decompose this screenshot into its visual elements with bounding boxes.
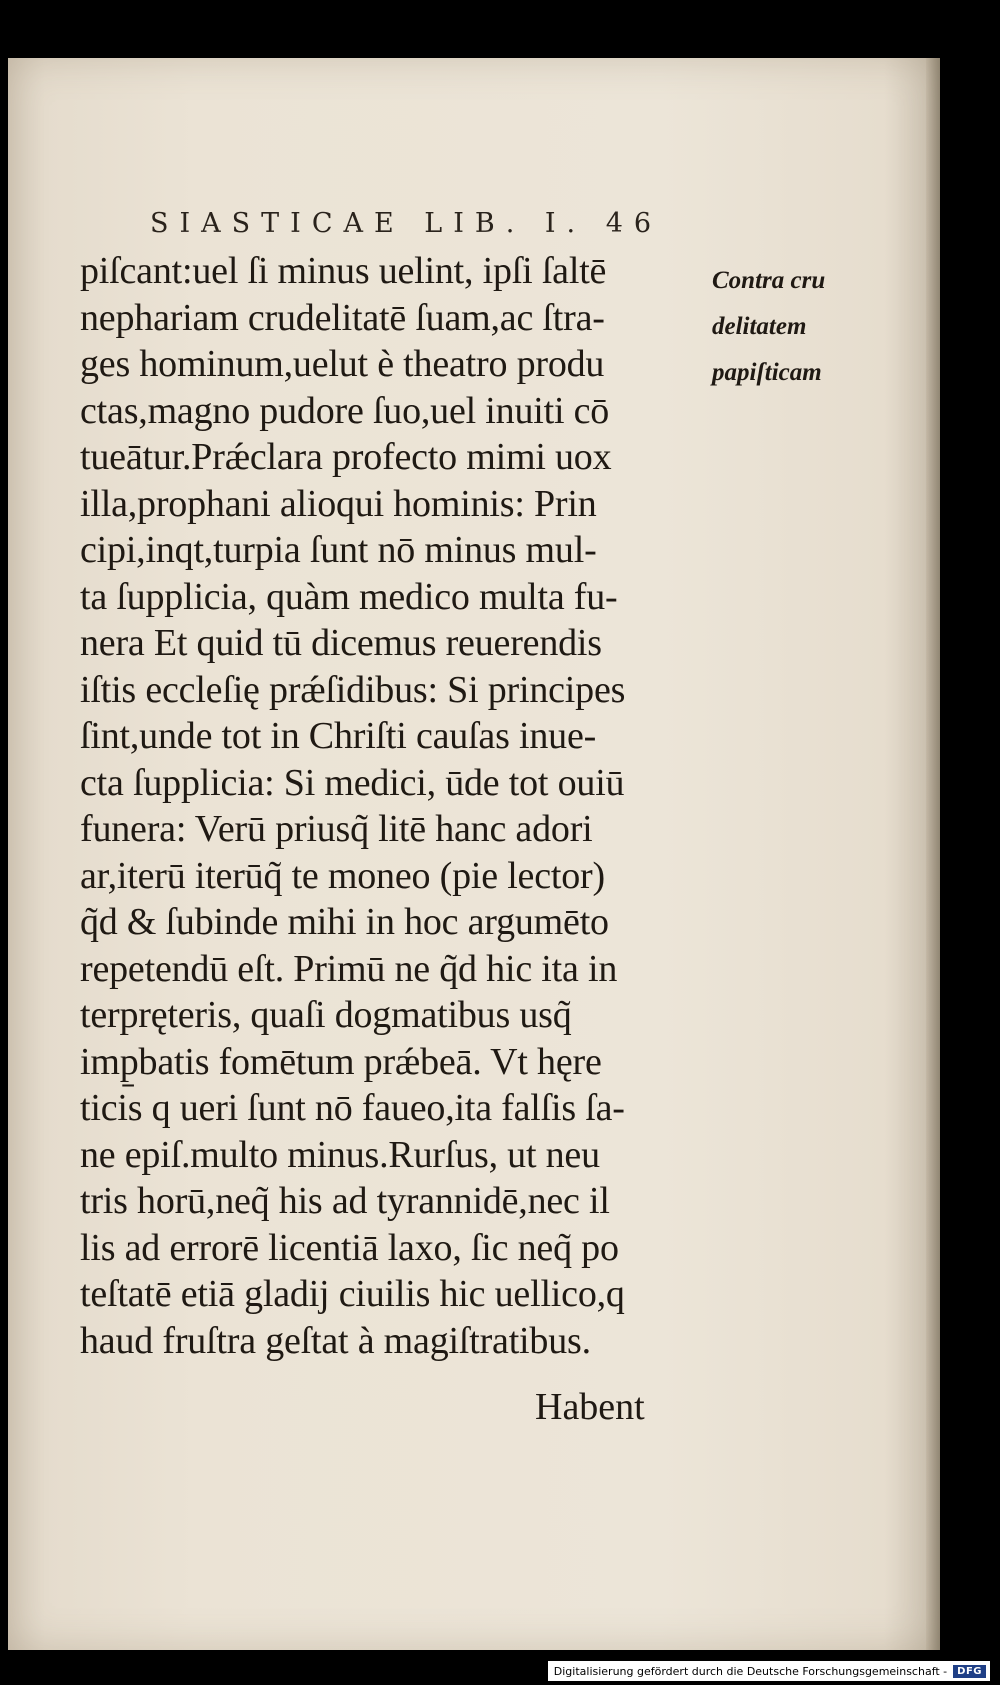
page-edge-shadow	[926, 58, 940, 1650]
text-line: illa,prophani alioqui hominis: Prin	[80, 482, 597, 525]
text-line: funera: Verū priusq̃ litē hanc adori	[80, 808, 593, 850]
text-line: terpręteris, quaſi dogmatibus usq̃	[80, 994, 572, 1036]
marginal-note-line: Contra cru	[712, 267, 826, 294]
text-line: ges hominum,uelut è theatro produ	[80, 343, 605, 385]
running-head: SIASTICAE LIB. I. 46	[150, 208, 663, 239]
text-line: haud fruſtra geſtat à magiſtratibus.	[80, 1319, 591, 1362]
text-line: tueātur.Prǽclara profecto mimi uox	[80, 436, 612, 478]
text-line: imp̱batis fomētum prǽbeā. Vt hęre	[80, 1040, 602, 1083]
text-line: ar,iterū iterūq̃ te moneo (pie lector)	[80, 854, 605, 897]
marginal-note-line: papiſticam	[712, 359, 822, 386]
text-line: nephariam crudelitatē ſuam,ac ſtra-	[80, 296, 605, 339]
text-line: iſtis eccleſię prǽſidibus: Si principes	[80, 668, 626, 711]
marginal-note	[712, 258, 882, 396]
text-line: teſtatē etiā gladij ciuilis hic uellico,q	[80, 1273, 625, 1315]
funding-credit	[548, 1661, 990, 1681]
text-line: nera Et quid tū dicemus reuerendis	[80, 622, 602, 664]
body-text	[80, 248, 740, 1364]
text-line: tris horū,neq̃ his ad tyrannidē,nec il	[80, 1180, 610, 1222]
text-line: repetendū eſt. Primū ne q̃d hic ita in	[80, 947, 618, 990]
text-line: lis ad errorē licentiā laxo, ſic neq̃ po	[80, 1226, 619, 1269]
text-line: piſcant:uel ſi minus uelint, ipſi ſaltē	[80, 250, 607, 292]
text-line: ſint,unde tot in Chriſti cauſas inue-	[80, 715, 597, 757]
text-line: ne epiſ.multo minus.Rurſus, ut neu	[80, 1133, 600, 1176]
dfg-logo: DFG	[953, 1665, 986, 1678]
text-line: cta ſupplicia: Si medici, ūde tot ouiū	[80, 761, 625, 804]
catchword: Habent	[535, 1386, 645, 1428]
funding-credit-text: Digitalisierung gefördert durch die Deutsche Forschungsgemeinschaft -	[553, 1664, 948, 1678]
marginal-note-line: delitatem	[712, 313, 807, 340]
text-line: ctas,magno pudore ſuo,uel inuiti cō	[80, 389, 610, 432]
text-line: cipi,inqt,turpia ſunt nō minus mul-	[80, 529, 597, 571]
text-line: q̃d & ſubinde mihi in hoc argumēto	[80, 901, 609, 943]
text-line: ta ſupplicia, quàm medico multa fu-	[80, 575, 618, 618]
text-line: ticis q ueri ſunt nō faueo,ita falſis ſa-	[80, 1087, 625, 1129]
